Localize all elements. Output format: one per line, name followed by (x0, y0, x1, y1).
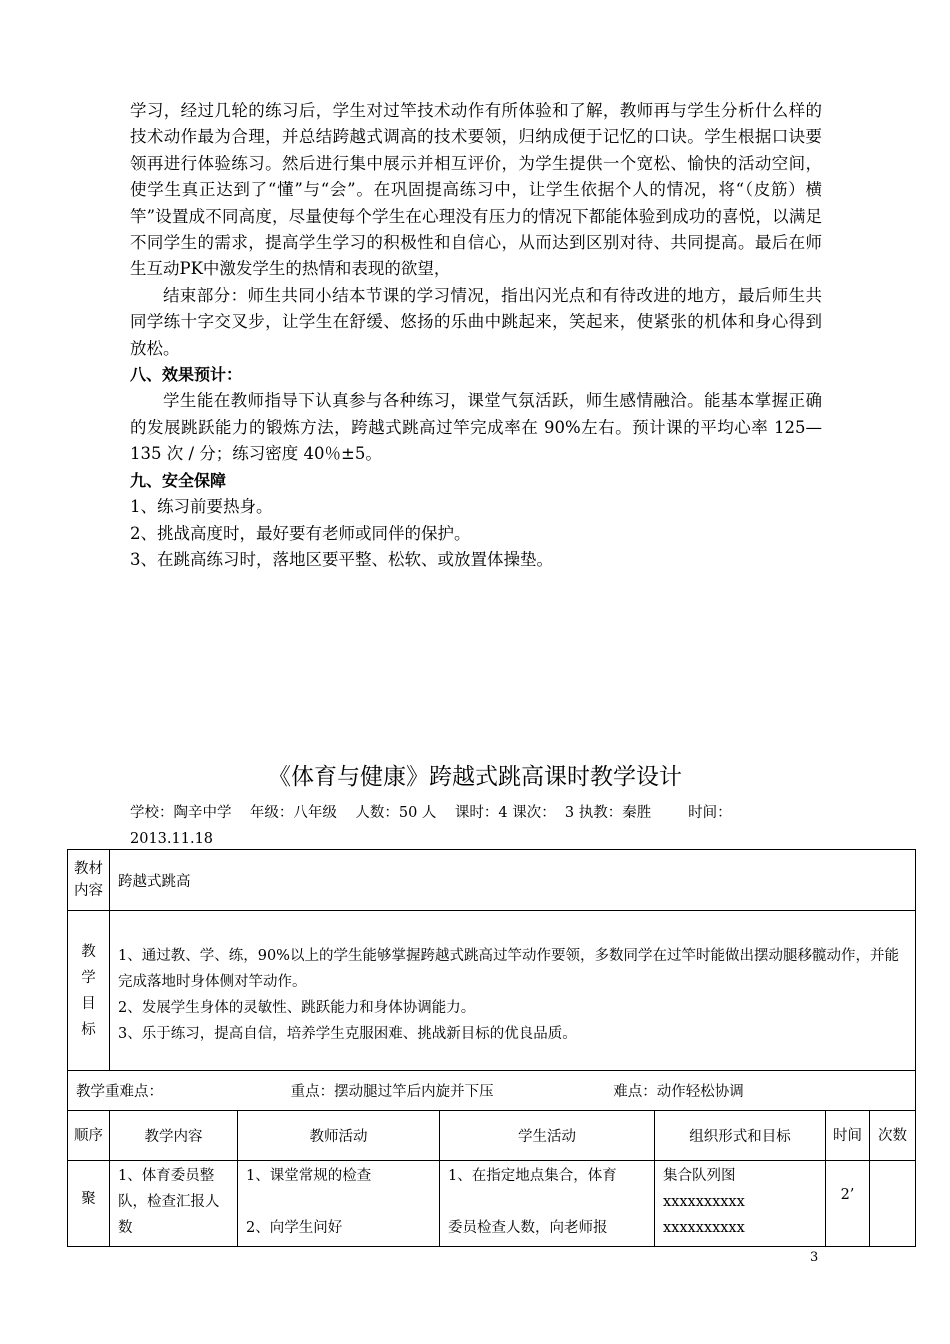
header-organization: 组织形式和目标 (655, 1111, 826, 1161)
organization-title: 集合队列图 (663, 1168, 736, 1184)
goals-label-char: 目 (81, 995, 96, 1012)
row-headers (68, 1111, 916, 1161)
paragraph-2: 结束部分：师生共同小结本节课的学习情况，指出闪光点和有待改进的地方，最后师生共同学练十字交叉步，让学生在舒缓、悠扬的乐曲中跳起来，笑起来，使紧张的机体和身心得到放松。 (130, 285, 822, 358)
goals-label-char: 学 (81, 969, 96, 986)
goal-item: 1、通过教、学、练，90%以上的学生能够掌握跨越式跳高过竿动作要领，多数同学在过竿时能做出摆动腿移髋动作，并能完成落地时身体侧对竿动作。 (118, 947, 899, 990)
heading-safety: 九、安全保障 (130, 470, 227, 490)
difficulty-point: 难点：动作轻松协调 (613, 1084, 744, 1100)
key-point: 重点：摆动腿过竿后内旋并下压 (290, 1084, 494, 1100)
meta-date: 2013.11.18 (130, 831, 214, 847)
lesson-meta (130, 800, 830, 852)
goals-label-char: 标 (81, 1021, 96, 1038)
cell-content: 1、体育委员整队，检查汇报人数 (110, 1161, 238, 1247)
formation-line: xxxxxxxxxx (663, 1220, 745, 1236)
row-keypoints (68, 1071, 916, 1111)
safety-item: 1、练习前要热身。 (130, 497, 273, 517)
student-activity: 1、在指定地点集合，体育 (448, 1168, 617, 1184)
paragraph-1: 学习，经过几轮的练习后，学生对过竿技术动作有所体验和了解，教师再与学生分析什么样的技术动作最为合理，并总结跨越式调高的技术要领，归纳成便于记忆的口诀。学生根据口诀要领再进行体验练习。然后进行集中展示并相互评价，为学生提供一个宽松、愉快的活动空间，使学生真正达到了“懂”与“会”。在巩固提高练习中，让学生依据个人的情况，将“（皮筋）横竿”设置成不同高度，尽量使每个学生在心理没有压力的情况下都能体验到成功的喜悦，以满足不同学生的需求，提高学生学习的积极性和自信心，从而达到区别对待、共同提高。最后在师生互动PK中激发学生的热情和表现的欲望， (130, 101, 822, 279)
cell-goals (110, 911, 916, 1071)
header-content: 教学内容 (110, 1111, 238, 1161)
lesson-plan-table (67, 849, 916, 1247)
material-value: 跨越式跳高 (118, 873, 191, 890)
row-lesson-part (68, 1161, 916, 1247)
student-activity: 委员检查人数，向老师报 (448, 1220, 608, 1236)
header-time: 时间 (826, 1111, 870, 1161)
safety-item: 2、挑战高度时，最好要有老师或同伴的保护。 (130, 523, 471, 543)
teacher-activity: 2、向学生问好 (246, 1220, 343, 1236)
header-teacher: 教师活动 (238, 1111, 440, 1161)
cell-goals-label (68, 911, 110, 1071)
header-order: 顺序 (68, 1111, 110, 1161)
meta-line: 学校：陶辛中学 年级：八年级 人数：50 人 课时：4 课次： 3 执教：秦胜 时间： (130, 805, 732, 821)
document-title: 《体育与健康》跨越式跳高课时教学设计 (268, 764, 682, 790)
paragraph-3: 学生能在教师指导下认真参与各种练习，课堂气氛活跃，师生感情融洽。能基本掌握正确的发展跳跃能力的锻炼方法，跨越式跳高过竿完成率在 90%左右。预计课的平均心率 125—135 次 / 分；练习密度 40％±5。 (130, 391, 822, 464)
page-number: 3 (810, 1250, 819, 1265)
heading-effect: 八、效果预计： (130, 365, 243, 385)
cell-order: 聚 (68, 1161, 110, 1247)
row-material (68, 850, 916, 911)
cell-keypoints (68, 1071, 916, 1111)
material-label: 教材内容 (74, 861, 103, 899)
teacher-activity: 1、课堂常规的检查 (246, 1168, 372, 1184)
cell-student (440, 1161, 655, 1247)
header-student: 学生活动 (440, 1111, 655, 1161)
row-goals (68, 911, 916, 1071)
cell-organization (655, 1161, 826, 1247)
safety-item: 3、在跳高练习时，落地区要平整、松软、或放置体操垫。 (130, 549, 553, 569)
keypoints-label: 教学重难点： (76, 1084, 163, 1100)
goal-item: 2、发展学生身体的灵敏性、跳跃能力和身体协调能力。 (118, 999, 476, 1016)
cell-material-label (68, 850, 110, 911)
header-count: 次数 (870, 1111, 916, 1161)
cell-time: 2’ (826, 1161, 870, 1247)
goal-item: 3、乐于练习，提高自信，培养学生克服困难、挑战新目标的优良品质。 (118, 1025, 577, 1042)
cell-material-value (110, 850, 916, 911)
body-text (130, 98, 822, 573)
cell-teacher (238, 1161, 440, 1247)
goals-label-char: 教 (81, 943, 96, 960)
cell-count (870, 1161, 916, 1247)
formation-line: xxxxxxxxxx (663, 1194, 745, 1210)
